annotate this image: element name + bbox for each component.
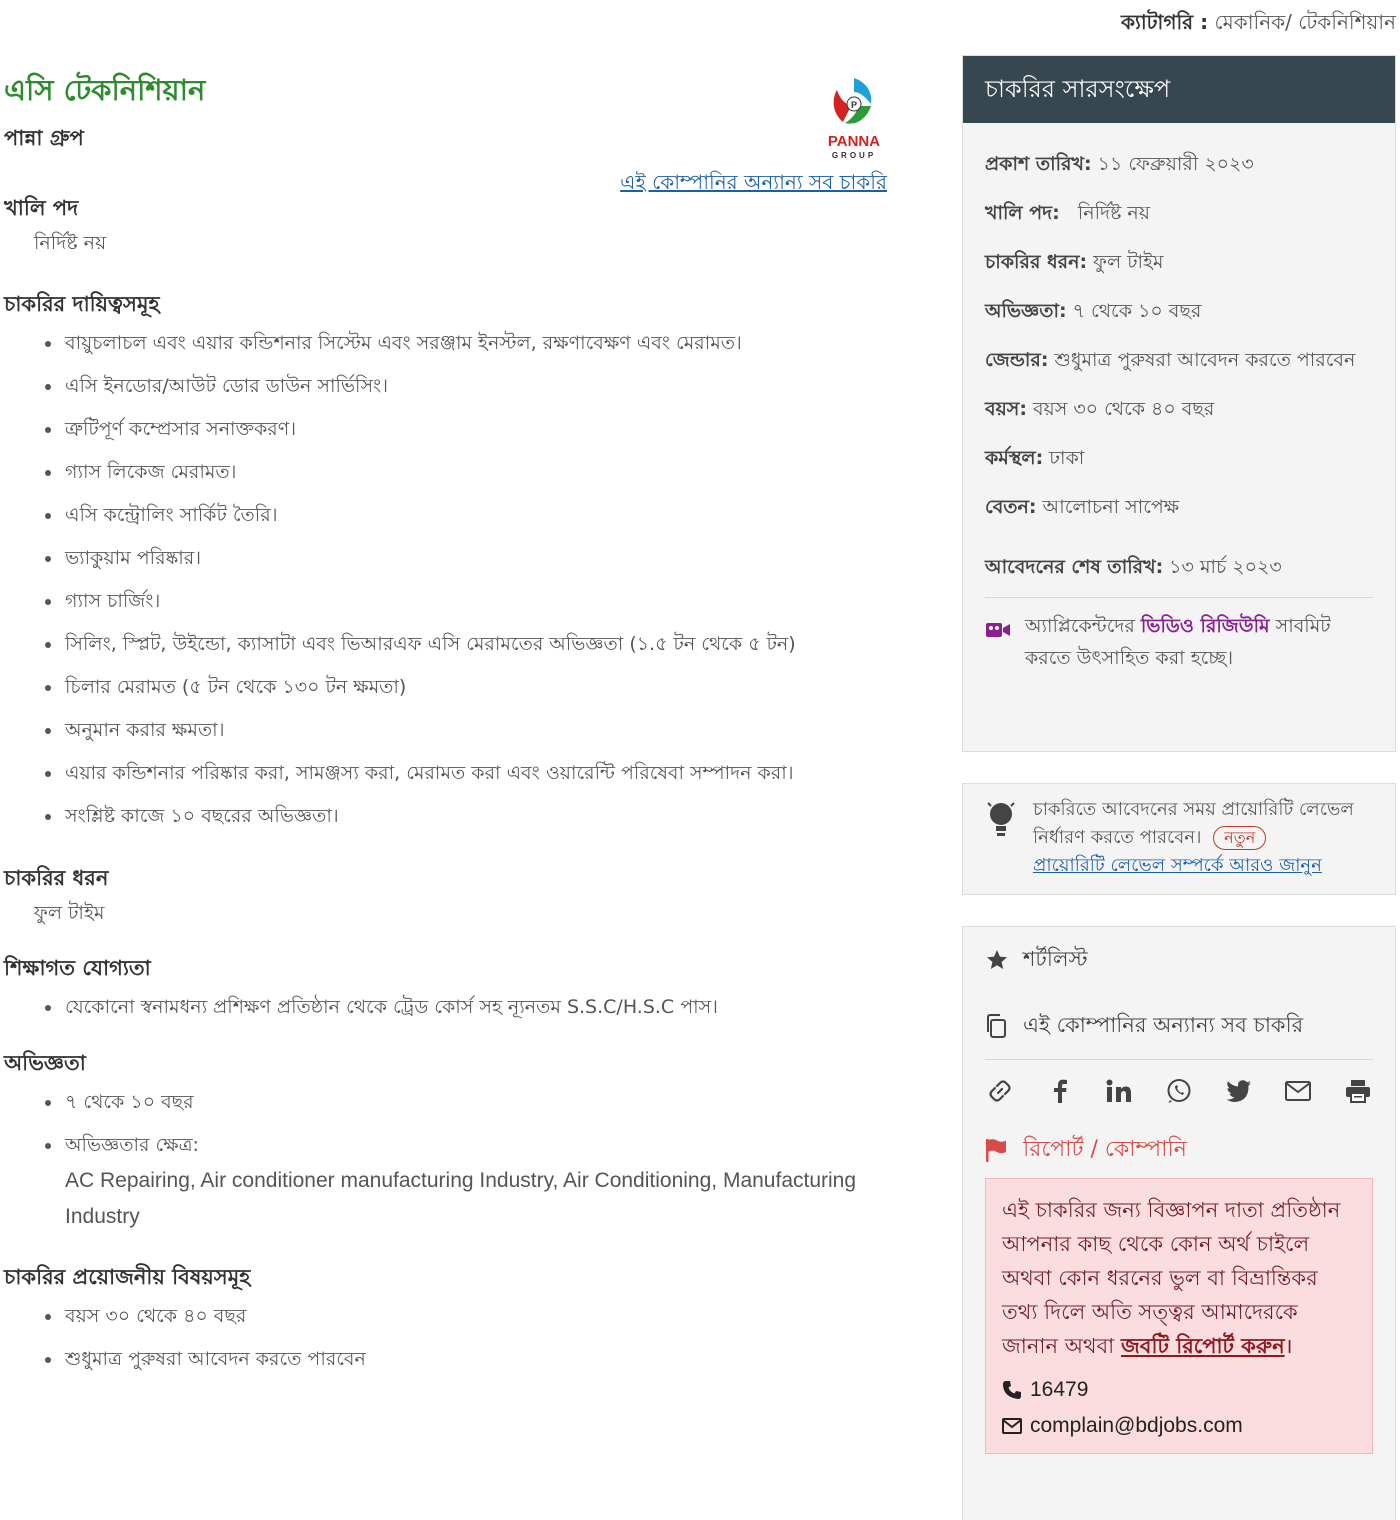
experience-areas-item <box>63 1128 889 1235</box>
company-name: পান্না গ্রুপ <box>4 126 84 150</box>
summary-salary: বেতন: আলোচনা সাপেক্ষ <box>985 496 1180 518</box>
list-item: • এসি ইনডোর/আউট ডোর ডাউন সার্ভিসিং। <box>63 369 889 404</box>
summary-gender: জেন্ডার: শুধুমাত্র পুরুষরা আবেদন করতে পারবেন <box>985 349 1356 371</box>
star-icon <box>985 948 1023 972</box>
mail-icon[interactable] <box>1283 1081 1313 1101</box>
summary-type: চাকরির ধরন: ফুল টাইম <box>985 251 1164 273</box>
contact-phone: 16479 <box>1002 1373 1356 1407</box>
experience-section <box>4 1047 889 1235</box>
requirements-list <box>4 1299 889 1377</box>
experience-list <box>4 1085 889 1235</box>
education-section <box>4 952 889 1025</box>
category <box>1121 8 1396 41</box>
list-item: • শুধুমাত্র পুরুষরা আবেদন করতে পারবেন <box>63 1342 889 1377</box>
facebook-icon[interactable] <box>1045 1079 1075 1103</box>
education-heading: শিক্ষাগত যোগ্যতা <box>4 956 151 980</box>
job-type-section <box>4 862 889 928</box>
category-value: মেকানিক/ টেকনিশিয়ান <box>1214 10 1396 34</box>
video-icon <box>985 618 1011 650</box>
list-item: • সংশ্লিষ্ট কাজে ১০ বছরের অভিজ্ঞতা। <box>63 799 889 834</box>
summary-experience: অভিজ্ঞতা: ৭ থেকে ১০ বছর <box>985 300 1202 322</box>
svg-text:P: P <box>850 100 858 110</box>
priority-learn-more-link[interactable]: প্রায়োরিটি লেভেল সম্পর্কে আরও জানুন <box>1033 855 1322 876</box>
list-item: • এয়ার কন্ডিশনার পরিষ্কার করা, সামঞ্জস্য করা, মেরামত করা এবং ওয়ারেন্টি পরিষেবা সম্পাদন করা। <box>63 756 889 791</box>
category-label: ক্যাটাগরি : <box>1121 10 1209 34</box>
vacancy-value: নির্দিষ্ট নয় <box>34 232 107 254</box>
logo-sub: GROUP <box>831 151 877 160</box>
job-summary-panel <box>962 55 1396 752</box>
report-company-button[interactable]: রিপোর্ট / কোম্পানি <box>985 1122 1373 1178</box>
list-item: • গ্যাস লিকেজ মেরামত। <box>63 455 889 490</box>
bulb-icon <box>987 800 1015 849</box>
twitter-icon[interactable] <box>1224 1080 1254 1102</box>
list-item: • ভ্যাকুয়াম পরিষ্কার। <box>63 541 889 576</box>
experience-heading: অভিজ্ঞতা <box>4 1051 86 1075</box>
list-item: • বায়ুচলাচল এবং এয়ার কন্ডিশনার সিস্টেম এবং সরঞ্জাম ইনস্টল, রক্ষণাবেক্ষণ এবং মেরামত। <box>63 326 889 361</box>
flag-icon <box>985 1138 1023 1162</box>
new-badge: নতুন <box>1213 826 1266 850</box>
job-type-value: ফুল টাইম <box>34 902 105 924</box>
experience-area-label: অভিজ্ঞতার ক্ষেত্র: <box>65 1134 199 1156</box>
summary-heading: চাকরির সারসংক্ষেপ <box>963 56 1395 123</box>
experience-areas: AC Repairing, Air conditioner manufacturing Industry, Air Conditioning, Manufacturing Industry <box>65 1169 857 1228</box>
company-logo[interactable] <box>821 68 887 160</box>
list-item: • এসি কন্ট্রোলিং সার্কিট তৈরি। <box>63 498 889 533</box>
warning-text: এই চাকরির জন্য বিজ্ঞাপন দাতা প্রতিষ্ঠান আপনার কাছ থেকে কোন অর্থ চাইলে অথবা কোন ধরনের ভুল বা বিভ্রান্তিকর তথ্য দিলে অতি সত্ত্বর আমাদেরকে জানান অথবা <box>1002 1198 1341 1358</box>
list-item: • ত্রুটিপূর্ণ কম্প্রেসার সনাক্তকরণ। <box>63 412 889 447</box>
video-resume-link[interactable]: ভিডিও রিজিউমি <box>1140 615 1270 637</box>
priority-panel <box>962 783 1396 895</box>
fraud-warning-box: এই চাকরির জন্য বিজ্ঞাপন দাতা প্রতিষ্ঠান আপনার কাছ থেকে কোন অর্থ চাইলে অথবা কোন ধরনের ভুল বা বিভ্রান্তিকর তথ্য দিলে অতি সত্ত্বর আমাদেরকে জানান অথবা জবটি রিপোর্ট করুন। 16479 complain@bdjobs.com <box>985 1178 1373 1454</box>
responsibilities-list <box>4 326 889 834</box>
envelope-icon <box>1002 1418 1030 1434</box>
whatsapp-icon[interactable] <box>1164 1078 1194 1104</box>
contact-email: complain@bdjobs.com <box>1002 1409 1356 1443</box>
list-item: • চিলার মেরামত (৫ টন থেকে ১৩০ টন ক্ষমতা) <box>63 670 889 705</box>
summary-age: বয়স: বয়স ৩০ থেকে ৪০ বছর <box>985 398 1215 420</box>
other-jobs-button[interactable]: এই কোম্পানির অন্যান্য সব চাকরি <box>985 993 1373 1059</box>
education-list <box>4 990 889 1025</box>
job-type-heading: চাকরির ধরন <box>4 866 109 890</box>
requirements-section <box>4 1261 889 1377</box>
summary-published: প্রকাশ তারিখ: ১১ ফেব্রুয়ারী ২০২৩ <box>985 153 1254 175</box>
job-details <box>4 60 889 1385</box>
experience-years: • ৭ থেকে ১০ বছর <box>63 1085 889 1120</box>
linkedin-icon[interactable] <box>1104 1079 1134 1103</box>
responsibilities-section <box>4 288 889 834</box>
vacancy-section <box>4 192 889 258</box>
summary-vacancy: খালি পদ: নির্দিষ্ট নয় <box>985 202 1150 224</box>
list-item: • অনুমান করার ক্ষমতা। <box>63 713 889 748</box>
list-item: • বয়স ৩০ থেকে ৪০ বছর <box>63 1299 889 1334</box>
report-job-link[interactable]: জবটি রিপোর্ট করুন <box>1120 1334 1285 1358</box>
link-icon[interactable] <box>985 1079 1015 1103</box>
logo-text: PANNA <box>827 133 881 150</box>
responsibilities-heading: চাকরির দায়িত্বসমূহ <box>4 292 160 316</box>
print-icon[interactable] <box>1343 1079 1373 1103</box>
summary-deadline: আবেদনের শেষ তারিখ: ১৩ মার্চ ২০২৩ <box>985 556 1282 578</box>
list-item: • গ্যাস চার্জিং। <box>63 584 889 619</box>
copy-icon <box>985 1014 1023 1038</box>
actions-panel <box>962 926 1396 1520</box>
shortlist-button[interactable]: শর্টলিস্ট <box>985 927 1373 993</box>
summary-location: কর্মস্থল: ঢাকা <box>985 447 1085 469</box>
priority-text: চাকরিতে আবেদনের সময় প্রায়োরিটি লেভেল নির্ধারণ করতে পারবেন। <box>1033 799 1354 848</box>
vacancy-heading: খালি পদ <box>4 196 79 220</box>
phone-icon <box>1002 1380 1030 1400</box>
company-other-jobs-link[interactable]: এই কোম্পানির অন্যান্য সব চাকরি <box>620 170 887 194</box>
video-resume-note: অ্যাপ্লিকেন্টদের ভিডিও রিজিউমি সাবমিট করতে উৎসাহিত করা হচ্ছে। <box>985 598 1373 674</box>
list-item: • যেকোনো স্বনামধন্য প্রশিক্ষণ প্রতিষ্ঠান থেকে ট্রেড কোর্স সহ ন্যূনতম S.S.C/H.S.C পাস। <box>63 990 889 1025</box>
job-title: এসি টেকনিশিয়ান <box>4 73 206 107</box>
share-row <box>985 1059 1373 1122</box>
requirements-heading: চাকরির প্রয়োজনীয় বিষয়সমূহ <box>4 1265 251 1289</box>
list-item: • সিলিং, স্প্লিট, উইন্ডো, ক্যাসাটা এবং ভিআরএফ এসি মেরামতের অভিজ্ঞতা (১.৫ টন থেকে ৫ টন) <box>63 627 889 662</box>
